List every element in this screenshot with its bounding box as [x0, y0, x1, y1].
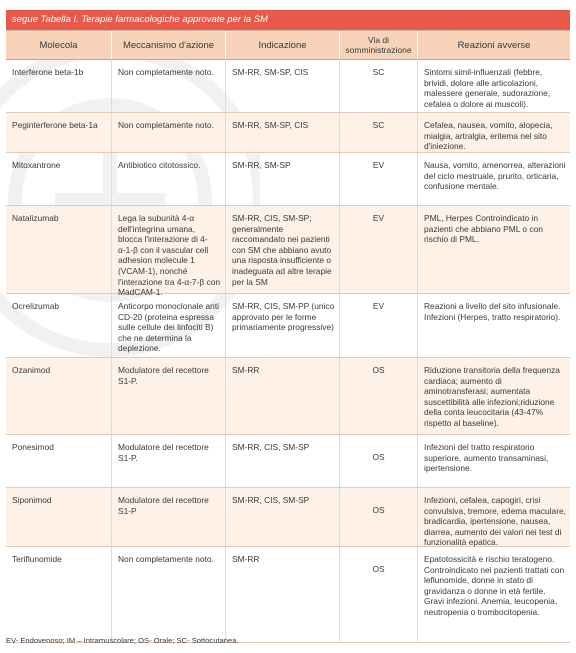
cell-via: SC — [340, 113, 418, 152]
table-row — [6, 206, 570, 298]
cell-via: EV — [340, 206, 418, 293]
cell-via: EV — [340, 294, 418, 357]
cell-indicazione: SM-RR, CIS, SM-SP — [226, 435, 340, 487]
cell-via: OS — [340, 547, 418, 642]
cell-molecola: Teriflunomide — [6, 547, 112, 642]
cell-reazioni: Nausa, vomito, amenorrea, alterazioni del ciclo mestruale, prurito, orticaria, confusione mentale. — [424, 160, 566, 192]
cell-via: OS — [340, 358, 418, 434]
cell-reazioni: Epatotossicità e rischio teratogeno. Controindicato nei pazienti trattati con leflunomide, donne in stato di gravidanza o donne in età fertile. Gravi infezioni. Anemia, leucopenia, neutropenia o trombocitopenia. — [424, 554, 565, 617]
cell-via: OS — [340, 435, 418, 487]
cell-reazioni: Reazioni a livello del sito infusionale. Infezioni (Herpes, tratto respiratorio). — [424, 301, 561, 322]
cell-reazioni: Infezioni, cefalea, capogiri, crisi convulsiva, tremore, edema maculare, bradicardia, ipertensione, nausea, diarrea, aumento dei valori nei test di funzionalità epatica. — [424, 495, 566, 548]
table-row — [6, 294, 570, 358]
header-meccanismo: Meccanismo d'azione — [112, 31, 226, 59]
cell-meccanismo: Lega la subunità 4-α dell'integrina umana, blocca l'interazione di 4-α-1-β con il vascular cell adhesion molecule 1 (VCAM-1), nonché l'interazione tra 4-α-7-β con MadCAM-1. — [112, 206, 226, 293]
header-via: Via di somministrazione — [340, 31, 418, 59]
cell-molecola: Peginterferone beta-1a — [6, 113, 112, 152]
cell-via: SC — [340, 60, 418, 112]
cell-meccanismo: Modulatore del recettore S1-P. — [112, 358, 226, 434]
table-header — [6, 30, 570, 60]
cell-meccanismo: Antibiotico citotossico. — [112, 153, 226, 205]
header-molecola: Molecola — [6, 31, 112, 59]
cell-indicazione: SM-RR, SM-SP — [226, 153, 340, 205]
header-indicazione: Indicazione — [226, 31, 340, 59]
cell-indicazione: SM-RR — [226, 358, 340, 434]
cell-indicazione: SM-RR, CIS, SM-SP; generalmente raccomandato nei pazienti con SM che abbiano avuto una risposta insufficiente o inadeguata ad altre terapie per la SM — [226, 206, 340, 293]
cell-indicazione: SM-RR, SM-SP, CIS — [226, 113, 340, 152]
table-caption: segue Tabella I. Terapie farmacologiche approvate per la SM — [6, 10, 570, 30]
table-row — [6, 113, 570, 153]
cell-molecola: Ozanimod — [6, 358, 112, 434]
cell-reazioni: Cefalea, nausea, vomito, alopecia, mialgia, artralgia, eritema nel sito d'iniezione. — [424, 120, 553, 152]
cell-reazioni: Riduzione transitoria della frequenza cardiaca; aumento di aminotransferasi; aumentata suscettibilità alle infezioni;riduzione della conta leucocitaria (43-47% rispetto al baseline). — [424, 365, 560, 428]
table-row — [6, 60, 570, 113]
cell-indicazione: SM-RR, CIS, SM-PP (unico approvato per le forme primariamente progressive) — [226, 294, 340, 357]
table-row — [6, 153, 570, 206]
cell-molecola: Siponimod — [6, 488, 112, 546]
cell-molecola: Natalizumab — [6, 206, 112, 293]
cell-via: EV — [340, 153, 418, 205]
cell-meccanismo: Modulatore del recettore S1-P. — [112, 435, 226, 487]
cell-meccanismo: Non completamente noto. — [112, 113, 226, 152]
header-reazioni: Reazioni avverse — [457, 39, 531, 51]
cell-indicazione: SM-RR — [226, 547, 340, 642]
table-row — [6, 547, 570, 643]
cell-molecola: Interferone beta-1b — [6, 60, 112, 112]
cell-molecola: Mitoxantrone — [6, 153, 112, 205]
cell-indicazione: SM-RR, SM-SP, CIS — [226, 60, 340, 112]
cell-meccanismo: Modulatore del recettore S1-P — [112, 488, 226, 546]
table-footnote: EV- Endovenoso; IM – Intramuscolare; OS- Orale; SC- Sottocutanea. — [6, 636, 239, 645]
cell-meccanismo: Anticorpo monoclonale anti CD-20 (proteina espressa sulle cellule dei linfociti B) che ne determina la deplezione. — [112, 294, 226, 357]
cell-molecola: Ponesimod — [6, 435, 112, 487]
table-row — [6, 358, 570, 435]
cell-reazioni: Sintomi simil-influenzali (febbre, brividi, dolore alle articolazioni, malessere generale, sudorazione, cefalea o dolore ai muscoli). — [424, 67, 551, 109]
cell-via: OS — [340, 488, 418, 546]
cell-meccanismo: Non completamente noto. — [112, 60, 226, 112]
cell-reazioni: PML, Herpes Controindicato in pazienti che abbiano PML o con rischio di PML. — [424, 213, 543, 245]
table-row — [6, 488, 570, 547]
cell-reazioni: Infezioni del tratto respiratorio superiore, aumento transaminasi, ipertensione. — [424, 442, 549, 474]
table-row — [6, 435, 570, 488]
cell-indicazione: SM-RR, CIS, SM-SP — [226, 488, 340, 546]
cell-meccanismo: Non completamente noto. — [112, 547, 226, 642]
cell-molecola: Ocrelizumab — [6, 294, 112, 357]
